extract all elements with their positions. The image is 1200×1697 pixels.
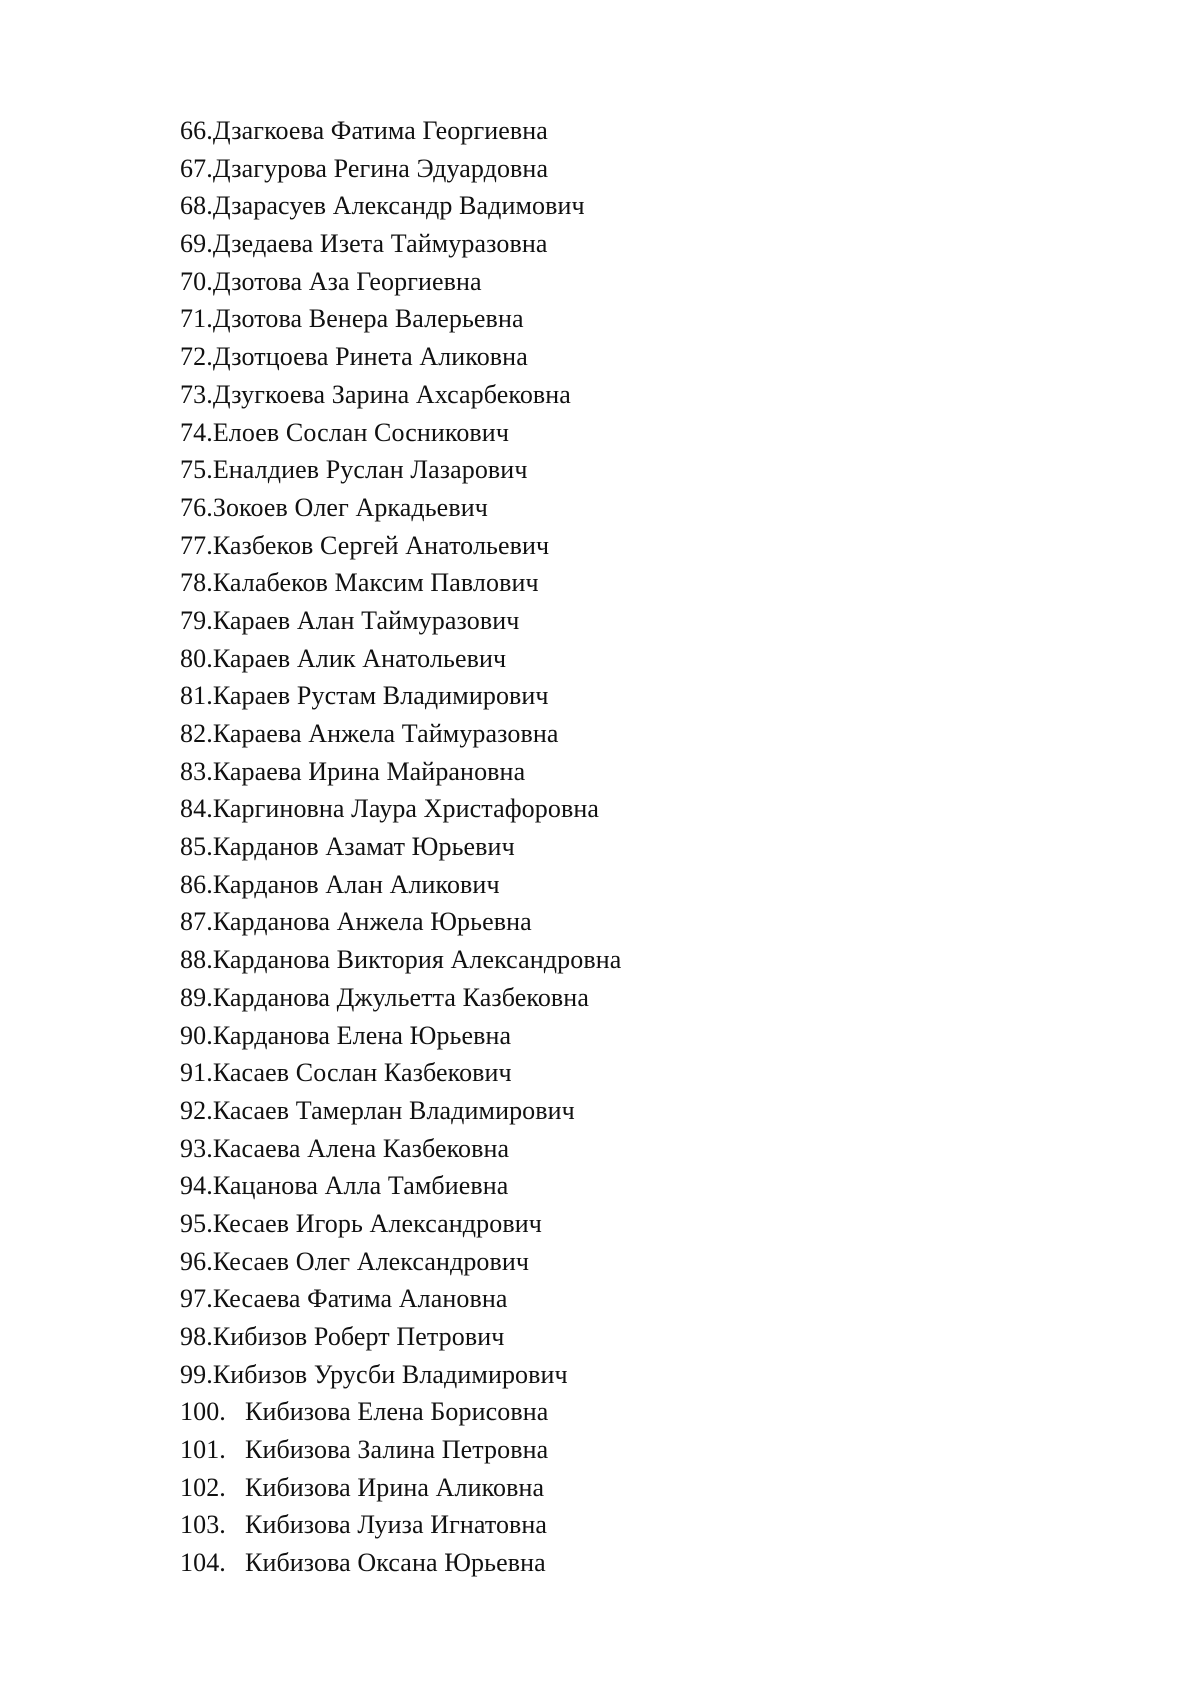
item-number: 103. [180, 1510, 226, 1540]
item-number: 95. [180, 1208, 213, 1238]
item-name: Дзедаева Изета Таймуразовна [212, 229, 548, 259]
item-number: 77. [180, 530, 213, 560]
list-item [180, 414, 621, 452]
list-item [180, 828, 621, 866]
item-name: Дзарасуев Александр Вадимович [212, 191, 585, 221]
item-number: 101. [180, 1435, 226, 1465]
list-item [180, 150, 621, 188]
item-number: 97. [180, 1284, 213, 1314]
item-name: Кибизова Ирина Аликовна [245, 1472, 545, 1502]
item-name: Караев Алик Анатольевич [212, 643, 507, 673]
list-item [180, 1280, 621, 1318]
list-item [180, 187, 621, 225]
item-number: 75. [180, 455, 213, 485]
item-number: 104. [180, 1548, 226, 1578]
list-item [180, 979, 621, 1017]
list-item [180, 1243, 621, 1281]
item-number: 94. [180, 1171, 213, 1201]
list-item [180, 677, 621, 715]
list-item [180, 866, 621, 904]
list-item [180, 338, 621, 376]
item-name: Казбеков Сергей Анатольевич [212, 530, 550, 560]
item-number: 78. [180, 568, 213, 598]
item-name: Кибизова Луиза Игнатовна [245, 1510, 548, 1540]
item-name: Касаева Алена Казбековна [212, 1133, 510, 1163]
item-number: 86. [180, 869, 213, 899]
list-item [180, 1167, 621, 1205]
item-name: Карданова Анжела Юрьевна [212, 907, 532, 937]
list-item [180, 1092, 621, 1130]
item-name: Каргиновна Лаура Христафоровна [212, 794, 599, 824]
item-name: Кибизова Елена Борисовна [245, 1397, 549, 1427]
item-name: Кацанова Алла Тамбиевна [212, 1171, 509, 1201]
item-number: 67. [180, 153, 213, 183]
item-number: 80. [180, 643, 213, 673]
list-item [180, 640, 621, 678]
list-item [180, 903, 621, 941]
item-name: Касаев Тамерлан Владимирович [212, 1095, 575, 1125]
item-name: Кибизов Роберт Петрович [212, 1322, 505, 1351]
list-item [180, 753, 621, 791]
list-item [180, 300, 621, 338]
list-item [180, 1469, 621, 1507]
item-number: 96. [180, 1246, 213, 1276]
item-number: 93. [180, 1133, 213, 1163]
item-number: 89. [180, 982, 213, 1012]
item-number: 68. [180, 191, 213, 221]
item-number: 99. [180, 1359, 213, 1389]
item-name: Караева Анжела Таймуразовна [212, 719, 559, 748]
list-item [180, 941, 621, 979]
item-name: Карданова Джульетта Казбековна [212, 982, 589, 1012]
list-item [180, 1393, 621, 1431]
item-name: Дзотова Аза Георгиевна [212, 266, 482, 296]
item-name: Кесаев Игорь Александрович [212, 1208, 542, 1238]
list-item [180, 1318, 621, 1356]
item-number: 100. [180, 1397, 226, 1427]
item-number: 69. [180, 229, 213, 259]
item-name: Зокоев Олег Аркадьевич [212, 492, 488, 522]
item-number: 84. [180, 794, 213, 824]
list-item [180, 451, 621, 489]
item-name: Карданов Азамат Юрьевич [212, 832, 515, 862]
list-item [180, 112, 621, 150]
item-number: 102. [180, 1472, 226, 1502]
list-item [180, 489, 621, 527]
list-item [180, 1506, 621, 1544]
item-name: Калабеков Максим Павлович [212, 568, 539, 598]
list-item [180, 790, 621, 828]
item-name: Дзотова Венера Валерьевна [212, 304, 524, 334]
item-number: 74. [180, 417, 213, 447]
item-name: Караев Алан Таймуразович [212, 605, 520, 635]
list-item [180, 225, 621, 263]
item-name: Караева Ирина Майрановна [212, 756, 526, 786]
list-item [180, 1431, 621, 1469]
item-name: Дзагурова Регина Эдуардовна [212, 153, 549, 183]
item-name: Карданова Елена Юрьевна [212, 1020, 512, 1050]
item-name: Дзотцоева Ринета Аликовна [212, 342, 528, 372]
item-name: Кибизова Залина Петровна [245, 1435, 549, 1465]
list-item [180, 602, 621, 640]
list-item [180, 263, 621, 301]
item-number: 71. [180, 304, 213, 334]
list-item [180, 1205, 621, 1243]
item-name: Кибизов Урусби Владимирович [212, 1359, 568, 1389]
list-item [180, 527, 621, 565]
item-number: 91. [180, 1058, 213, 1088]
list-item [180, 1544, 621, 1582]
item-number: 79. [180, 605, 213, 635]
item-number: 98. [180, 1322, 213, 1351]
item-name: Дзугкоева Зарина Ахсарбековна [212, 379, 571, 409]
list-item [180, 1017, 621, 1055]
item-name: Кесаев Олег Александрович [212, 1246, 530, 1276]
item-number: 92. [180, 1095, 213, 1125]
item-number: 88. [180, 945, 213, 975]
item-name: Еналдиев Руслан Лазарович [212, 455, 528, 485]
item-name: Кесаева Фатима Алановна [212, 1284, 508, 1314]
item-number: 90. [180, 1020, 213, 1050]
item-number: 72. [180, 342, 213, 372]
item-name: Карданова Виктория Александровна [212, 945, 622, 975]
item-number: 70. [180, 266, 213, 296]
item-number: 66. [180, 116, 213, 145]
item-number: 73. [180, 379, 213, 409]
item-number: 87. [180, 907, 213, 937]
list-item [180, 1130, 621, 1168]
item-number: 85. [180, 832, 213, 862]
item-number: 82. [180, 719, 213, 748]
item-name: Елоев Сослан Сосникович [212, 417, 509, 447]
list-item [180, 715, 621, 753]
item-number: 76. [180, 492, 213, 522]
item-name: Караев Рустам Владимирович [212, 681, 549, 711]
name-list [180, 112, 621, 1582]
item-name: Дзагкоева Фатима Георгиевна [212, 116, 548, 145]
item-number: 83. [180, 756, 213, 786]
list-item [180, 1054, 621, 1092]
list-item [180, 564, 621, 602]
item-number: 81. [180, 681, 213, 711]
list-item [180, 376, 621, 414]
item-name: Карданов Алан Аликович [212, 869, 500, 899]
list-item [180, 1356, 621, 1394]
item-name: Касаев Сослан Казбекович [212, 1058, 512, 1088]
item-name: Кибизова Оксана Юрьевна [245, 1548, 546, 1578]
